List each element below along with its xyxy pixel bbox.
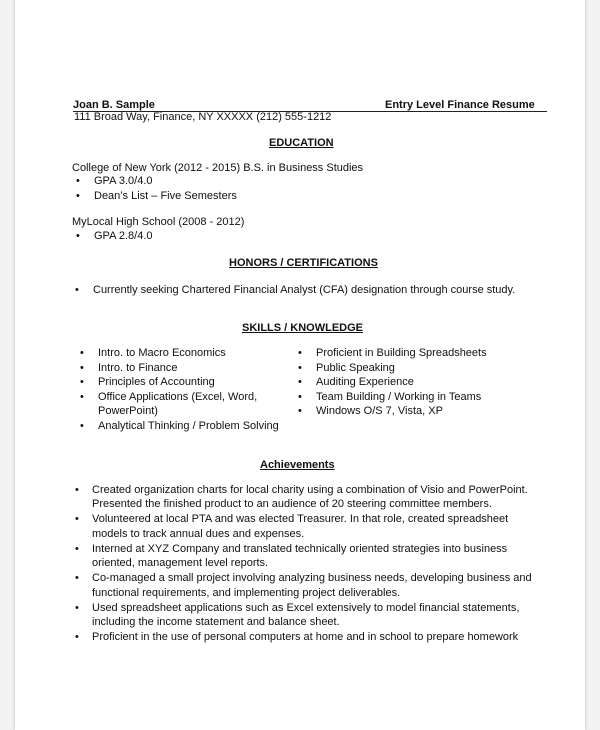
list-item-continuation [80, 404, 279, 419]
list-item: • Office Applications (Excel, Word, [80, 390, 279, 405]
list-item: • Proficient in Building Spreadsheets [298, 346, 487, 361]
skills-right-list [298, 346, 487, 419]
skills-heading: SKILLS / KNOWLEDGE [242, 322, 363, 334]
list-item [75, 542, 532, 570]
list-item [75, 512, 532, 540]
high-school-list [76, 229, 153, 244]
list-item: • Windows O/S 7, Vista, XP [298, 404, 487, 419]
list-item: • Principles of Accounting [80, 375, 279, 390]
line: • Volunteered at local PTA and was elected Treasurer. In that role, created spreadsheet [92, 513, 509, 526]
list-item: • GPA 3.0/4.0 [76, 174, 237, 189]
high-school-line: MyLocal High School (2008 - 2012) [72, 216, 245, 228]
achievements-heading: Achievements [260, 459, 335, 471]
line: • Interned at XYZ Company and translated technically oriented strategies into business [92, 542, 508, 555]
list-item [75, 630, 532, 644]
resume-page [15, 0, 585, 730]
list-item: • Currently seeking Chartered Financial Analyst (CFA) designation through course study. [75, 283, 515, 298]
list-item: • Intro. to Macro Economics [80, 346, 279, 361]
line: oriented, management level reports. [92, 557, 269, 570]
line: • Proficient in the use of personal computers at home and in school to prepare homework [92, 631, 519, 644]
list-item [75, 601, 532, 629]
contact-line: 111 Broad Way, Finance, NY XXXXX (212) 555-1212 [74, 111, 332, 123]
resume-title: Entry Level Finance Resume [385, 99, 535, 111]
list-item: • Public Speaking [298, 361, 487, 376]
achievements-list [75, 483, 532, 646]
list-item: • Analytical Thinking / Problem Solving [80, 419, 279, 434]
college-list [76, 174, 237, 203]
list-item: • Auditing Experience [298, 375, 487, 390]
list-item: • Intro. to Finance [80, 361, 279, 376]
list-item: • GPA 2.8/4.0 [76, 229, 153, 244]
list-item [75, 571, 532, 599]
honors-list [75, 283, 515, 298]
continuation-text: PowerPoint) [98, 405, 158, 417]
list-item: • Dean’s List – Five Semesters [76, 189, 237, 204]
line: • Used spreadsheet applications such as Excel extensively to model financial statements, [92, 601, 520, 614]
applicant-name: Joan B. Sample [73, 99, 155, 111]
education-heading: EDUCATION [269, 137, 334, 149]
line: • Co-managed a small project involving analyzing business needs, developing business and [92, 572, 532, 585]
skills-left-list [80, 346, 279, 433]
line: models to track annual dues and expenses. [92, 527, 305, 540]
line: functional requirements, and implementing project deliverables. [92, 586, 401, 599]
list-item: • Team Building / Working in Teams [298, 390, 487, 405]
line: • Created organization charts for local charity using a combination of Visio and PowerPoint. [92, 484, 528, 496]
college-line: College of New York (2012 - 2015) B.S. in Business Studies [72, 162, 364, 174]
line: Presented the finished product to an audience of 20 steering committee members. [92, 498, 492, 511]
list-item [75, 483, 532, 511]
line: including the income statement and balance sheet. [92, 616, 340, 629]
honors-heading: HONORS / CERTIFICATIONS [229, 257, 378, 269]
